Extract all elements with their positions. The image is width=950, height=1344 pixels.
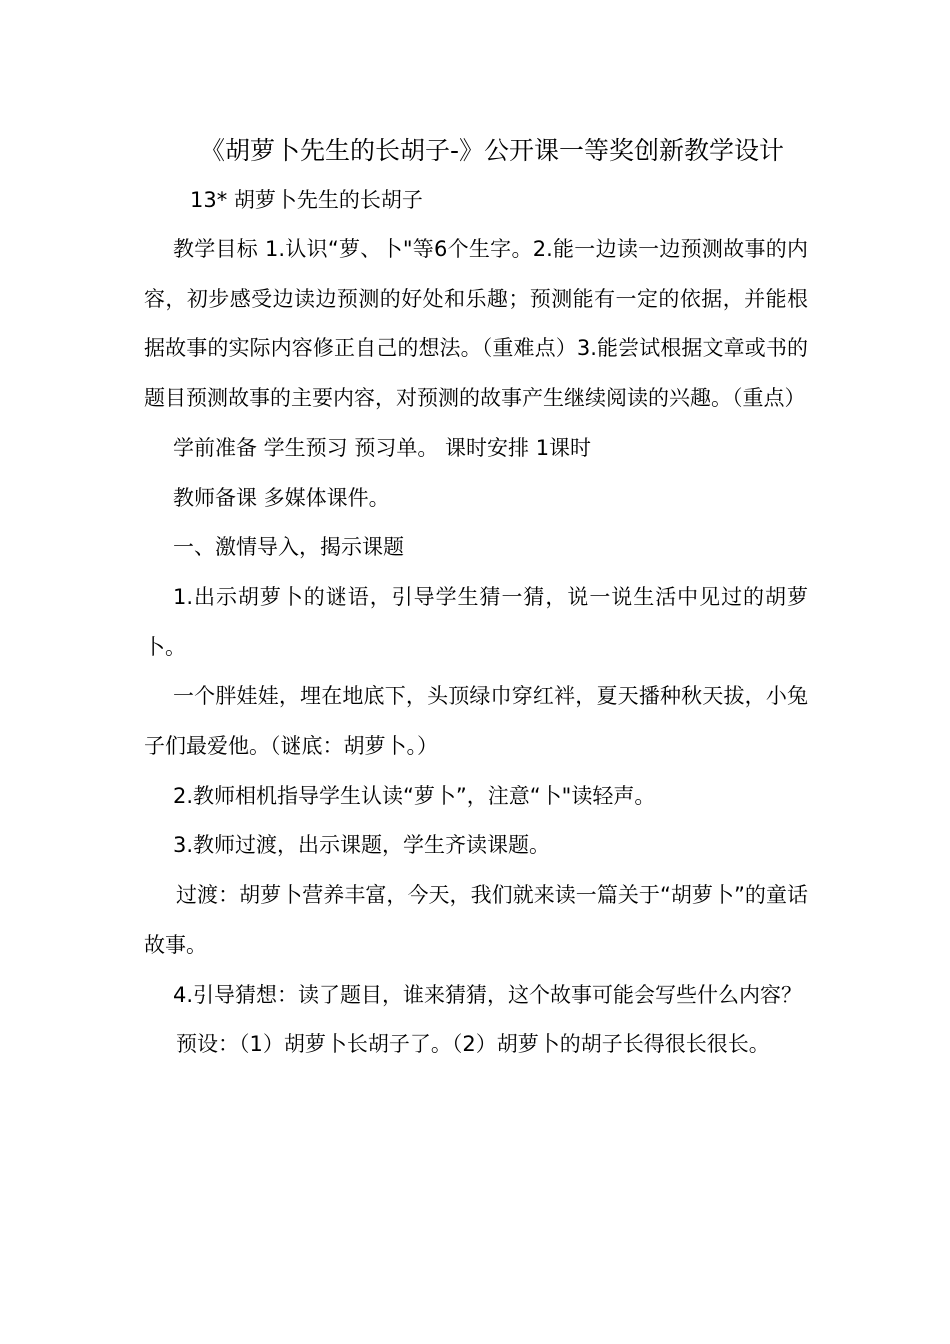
paragraph-transition: 过渡：胡萝卜营养丰富，今天，我们就来读一篇关于“胡萝卜”的童话故事。 bbox=[144, 883, 808, 957]
paragraph-step-3: 3.教师过渡，出示课题，学生齐读课题。 bbox=[173, 833, 551, 858]
document-title: 《胡萝卜先生的长胡子-》公开课一等奖创新教学设计 bbox=[200, 136, 785, 165]
paragraph-preset: 预设：（1）胡萝卜长胡子了。（2）胡萝卜的胡子长得很长很长。 bbox=[176, 1032, 770, 1057]
paragraph-step-2: 2.教师相机指导学生认读“萝卜”，注意“卜"读轻声。 bbox=[173, 783, 656, 808]
paragraph-riddle: 一个胖娃娃，埋在地底下，头顶绿巾穿红袢，夏天播种秋天拔，小兔子们最爱他。（谜底：胡萝卜。） bbox=[144, 684, 808, 759]
paragraph-step-1: 1.出示胡萝卜的谜语，引导学生猜一猜，说一说生活中见过的胡萝卜。 bbox=[144, 584, 808, 659]
section-heading-intro: 一、激情导入，揭示课题 bbox=[173, 535, 404, 560]
lesson-heading: 13* 胡萝卜先生的长胡子 bbox=[190, 188, 423, 212]
paragraph-objectives: 教学目标 1.认识“萝、卜"等6个生字。2.能一边读一边预测故事的内容，初步感受边读边预测的好处和乐趣；预测能有一定的依据，并能根据故事的实际内容修正自己的想法。（重难点）3.能尝试根据文章或书的题目预测故事的主要内容，对预测的故事产生继续阅读的兴趣。（重点） bbox=[144, 237, 808, 411]
paragraph-teacher-prep: 教师备课 多媒体课件。 bbox=[173, 485, 390, 510]
paragraph-preparation: 学前准备 学生预习 预习单。 课时安排 1课时 bbox=[173, 435, 592, 460]
paragraph-step-4: 4.引导猜想：读了题目，谁来猜猜，这个故事可能会写些什么内容？ bbox=[173, 982, 803, 1007]
document-body bbox=[144, 225, 808, 1070]
